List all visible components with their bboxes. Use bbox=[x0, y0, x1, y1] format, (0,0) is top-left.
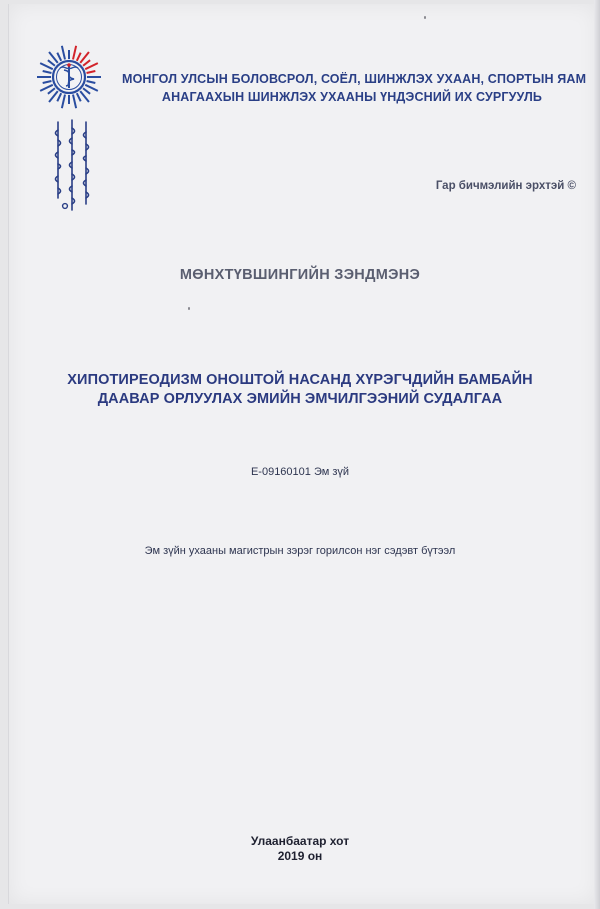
university-name: АНАГААХЫН ШИНЖЛЭХ УХААНЫ ҮНДЭСНИЙ ИХ СУРГУУЛЬ bbox=[161, 90, 543, 104]
thesis-title-line-1: ХИПОТИРЕОДИЗМ ОНОШТОЙ НАСАНД ХҮРЭГЧДИЙН БАМБАЙН bbox=[67, 372, 533, 388]
emblem-ray bbox=[40, 63, 53, 69]
emblem-ray bbox=[48, 88, 55, 94]
ministry-name: МОНГОЛ УЛСЫН БОЛОВСРОЛ, СОЁЛ, ШИНЖЛЭХ УХААН, СПОРТЫН ЯАМ bbox=[122, 72, 587, 86]
emblem-ray bbox=[40, 85, 53, 91]
emblem-ray bbox=[73, 95, 76, 109]
specialty-code: Е-09160101 Эм зүй bbox=[250, 466, 350, 478]
degree-description: Эм зүйн ухааны магистрын зэрэг горилсон нэг сэдэвт бүтээл bbox=[144, 545, 456, 557]
author-name: МӨНХТҮВШИНГИЙН ЗЭНДМЭНЭ bbox=[179, 267, 421, 283]
emblem-ray bbox=[85, 63, 98, 69]
emblem-ray bbox=[62, 46, 65, 60]
emblem-ray bbox=[43, 71, 52, 73]
emblem-ray bbox=[87, 81, 96, 83]
emblem-ray bbox=[48, 60, 55, 66]
page-edge bbox=[594, 0, 600, 909]
emblem-ray bbox=[77, 53, 81, 61]
copyright-notice: Гар бичмэлийн эрхтэй © bbox=[435, 180, 576, 192]
paper-speck bbox=[188, 307, 190, 310]
emblem-ray bbox=[57, 53, 61, 61]
thesis-title-line-2: ДААВАР ОРЛУУЛАХ ЭМИЙН ЭМЧИЛГЭЭНИЙ СУДАЛГАА bbox=[97, 391, 503, 407]
emblem-ray bbox=[57, 93, 61, 101]
emblem-ray bbox=[83, 60, 90, 66]
university-emblem-icon bbox=[36, 44, 102, 110]
emblem-ray bbox=[77, 93, 81, 101]
emblem-ray bbox=[87, 71, 96, 73]
paper-speck bbox=[424, 16, 426, 19]
emblem-ray bbox=[62, 95, 65, 109]
emblem-ray bbox=[73, 46, 76, 60]
emblem-ray bbox=[85, 85, 98, 91]
mongolian-script-emblem-text bbox=[48, 118, 98, 216]
city: Улаанбаатар хот bbox=[250, 834, 350, 848]
thesis-title bbox=[0, 371, 600, 409]
emblem-ray bbox=[83, 88, 90, 94]
emblem-ray bbox=[43, 81, 52, 83]
year: 2019 он bbox=[277, 849, 323, 863]
